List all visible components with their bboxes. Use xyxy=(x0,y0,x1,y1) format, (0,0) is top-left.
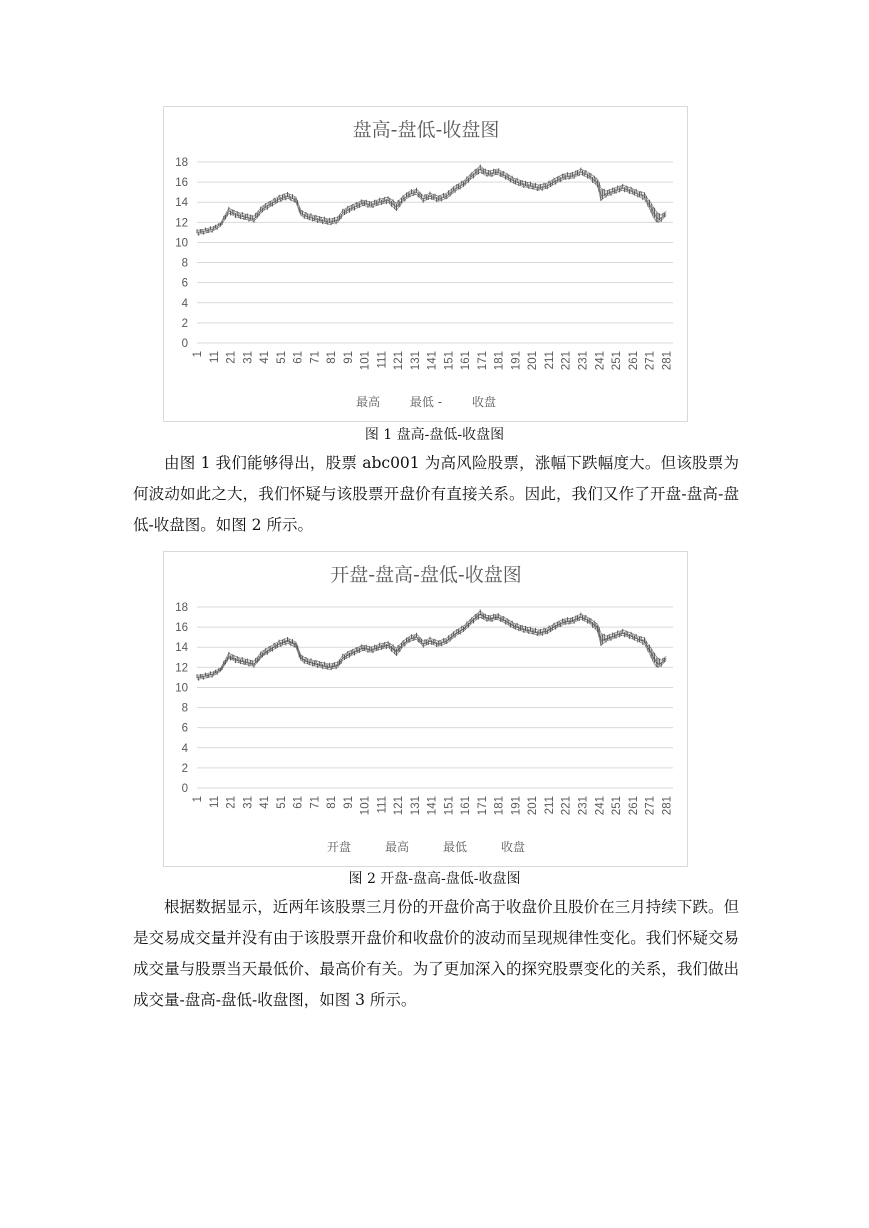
x-tick-label: 21 xyxy=(225,796,238,809)
x-tick-label: 41 xyxy=(259,351,272,364)
x-tick-label: 261 xyxy=(627,796,640,816)
y-tick-label: 10 xyxy=(175,682,188,695)
x-tick-label: 141 xyxy=(426,351,439,371)
x-tick-label: 1 xyxy=(192,351,204,358)
y-tick-label: 10 xyxy=(175,237,188,250)
x-tick-label: 121 xyxy=(393,796,406,816)
x-tick-label: 271 xyxy=(644,351,657,371)
x-tick-label: 11 xyxy=(208,796,221,808)
legend-entry: 最高 xyxy=(355,395,381,409)
legend-entry: 收盘 xyxy=(500,840,526,854)
figure-2-caption: 图 2 开盘-盘高-盘低-收盘图 xyxy=(348,871,521,887)
x-tick-label: 241 xyxy=(594,351,607,371)
paragraph-1: 由图 1 我们能够得出，股票 abc001 为高风险股票，涨幅下跌幅度大。但该股票为何波动如此之大，我们怀疑与该股票开盘价有直接关系。因此，我们又作了开盘-盘高-盘低-收盘图。如图 2 所示。 xyxy=(133,454,739,534)
legend-entry: 最低 - xyxy=(409,395,443,409)
chart-title: 盘高-盘低-收盘图 xyxy=(352,119,500,141)
x-tick-label: 201 xyxy=(527,796,540,816)
x-tick-label: 101 xyxy=(359,351,372,371)
x-tick-label: 121 xyxy=(393,351,406,371)
x-tick-label: 281 xyxy=(661,796,674,816)
y-tick-label: 12 xyxy=(175,662,188,675)
x-tick-label: 1 xyxy=(192,796,204,803)
y-tick-label: 0 xyxy=(181,338,188,350)
legend-entry: 最高 xyxy=(384,840,410,854)
y-tick-label: 4 xyxy=(181,742,188,755)
x-tick-label: 251 xyxy=(611,351,624,371)
x-tick-label: 31 xyxy=(242,796,255,809)
x-tick-label: 221 xyxy=(560,796,573,816)
x-tick-label: 171 xyxy=(476,796,489,816)
x-tick-label: 81 xyxy=(326,351,339,364)
x-tick-label: 81 xyxy=(326,796,339,809)
y-tick-label: 14 xyxy=(175,642,188,655)
x-tick-label: 221 xyxy=(560,351,573,371)
chart-1 xyxy=(163,106,688,422)
x-tick-label: 141 xyxy=(426,796,439,816)
x-tick-label: 131 xyxy=(409,796,422,816)
x-tick-label: 271 xyxy=(644,796,657,816)
x-tick-label: 161 xyxy=(460,796,473,816)
x-tick-label: 21 xyxy=(225,351,238,364)
x-tick-label: 11 xyxy=(208,351,221,363)
figure-1-caption: 图 1 盘高-盘低-收盘图 xyxy=(364,427,505,443)
x-tick-label: 231 xyxy=(577,796,590,816)
y-tick-label: 16 xyxy=(175,177,188,190)
x-tick-label: 181 xyxy=(493,796,506,816)
paragraph-2: 根据数据显示，近两年该股票三月份的开盘价高于收盘价且股价在三月持续下跌。但是交易成交量并没有由于该股票开盘价和收盘价的波动而呈现规律性变化。我们怀疑交易成交量与股票当天最低价、最高价有关。为了更加深入的探究股票变化的关系，我们做出成交量-盘高-盘低-收盘图，如图 3 所示。 xyxy=(133,898,739,1009)
x-tick-label: 131 xyxy=(409,351,422,371)
y-tick-label: 0 xyxy=(181,783,188,795)
chart-1-svg xyxy=(164,107,687,421)
x-tick-label: 151 xyxy=(443,351,456,371)
legend-entry: 最低 xyxy=(442,840,468,854)
y-tick-label: 18 xyxy=(175,602,188,614)
legend-entry: 开盘 xyxy=(326,840,352,854)
y-tick-label: 14 xyxy=(175,197,188,210)
x-tick-label: 101 xyxy=(359,796,372,816)
x-tick-label: 171 xyxy=(476,351,489,371)
chart-title: 开盘-盘高-盘低-收盘图 xyxy=(330,564,522,586)
x-tick-label: 31 xyxy=(242,351,255,364)
y-tick-label: 2 xyxy=(181,317,188,330)
x-tick-label: 211 xyxy=(543,796,556,815)
y-tick-label: 8 xyxy=(181,702,188,715)
x-tick-label: 91 xyxy=(342,796,355,809)
x-tick-label: 211 xyxy=(543,351,556,370)
x-tick-label: 111 xyxy=(376,796,389,814)
y-tick-label: 12 xyxy=(175,217,188,230)
x-tick-label: 61 xyxy=(292,351,305,364)
x-tick-label: 191 xyxy=(510,351,523,371)
x-tick-label: 71 xyxy=(309,351,322,364)
x-tick-label: 261 xyxy=(627,351,640,371)
x-tick-label: 191 xyxy=(510,796,523,816)
x-tick-label: 111 xyxy=(376,351,389,369)
y-tick-label: 16 xyxy=(175,622,188,635)
y-tick-label: 8 xyxy=(181,257,188,270)
x-tick-label: 51 xyxy=(275,351,288,364)
x-tick-label: 161 xyxy=(460,351,473,371)
chart-2-svg xyxy=(164,552,687,866)
x-tick-label: 281 xyxy=(661,351,674,371)
x-tick-label: 151 xyxy=(443,796,456,816)
x-tick-label: 51 xyxy=(275,796,288,809)
x-tick-label: 201 xyxy=(527,351,540,371)
y-tick-label: 4 xyxy=(181,297,188,310)
y-tick-label: 18 xyxy=(175,157,188,169)
x-tick-label: 61 xyxy=(292,796,305,809)
x-tick-label: 41 xyxy=(259,796,272,809)
x-tick-label: 91 xyxy=(342,351,355,364)
chart-2 xyxy=(163,551,688,867)
y-tick-label: 2 xyxy=(181,762,188,775)
y-tick-label: 6 xyxy=(181,277,188,290)
x-tick-label: 251 xyxy=(611,796,624,816)
legend-entry: 收盘 xyxy=(471,395,497,409)
x-tick-label: 241 xyxy=(594,796,607,816)
x-tick-label: 71 xyxy=(309,796,322,809)
y-tick-label: 6 xyxy=(181,722,188,735)
x-tick-label: 231 xyxy=(577,351,590,371)
x-tick-label: 181 xyxy=(493,351,506,371)
